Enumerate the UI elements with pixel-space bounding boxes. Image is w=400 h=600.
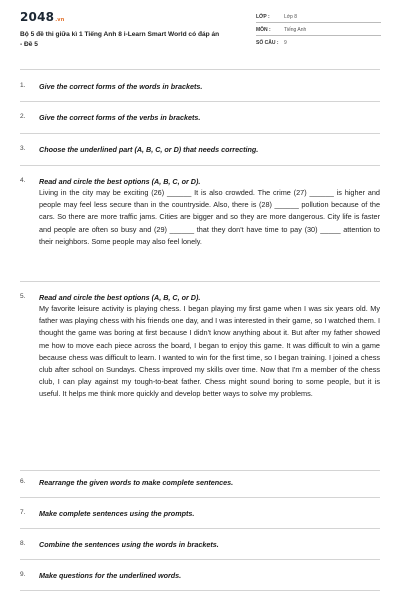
passage-text: My favorite leisure activity is playing chess. I began playing my first game when I was six years old. My father was playing chess with his friends one day, and I was interested in their game, so I watched them. I thought the game was boring at first because I didn't know anything about it. But after my father showed me how to move each piece across the board, I began to enjoy this game. It was difficult to win a game because chess was difficult to learn. I wanted to win for the first time, so I began training. I joined a chess club after school on Sundays. Chess improved my skills over time. Now that I'm a member of the chess club, I can play against my tough-to-beat father. Chess might sound boring to some people, but it is useful. It helps me think more quickly and develop better ways to solve my problems.: [39, 304, 380, 399]
meta-value: 9: [284, 40, 287, 46]
meta-row-count: [256, 40, 386, 53]
divider: [20, 281, 380, 282]
logo-suffix: .vn: [55, 17, 65, 23]
question-number: 8.: [20, 540, 26, 547]
divider: [20, 69, 380, 70]
question-number: 1.: [20, 82, 26, 89]
divider: [20, 470, 380, 471]
divider: [20, 101, 380, 102]
divider: [20, 559, 380, 560]
meta-key: MÔN :: [256, 27, 271, 33]
meta-key: LỚP :: [256, 14, 270, 20]
meta-row-subject: [256, 27, 386, 40]
passage-text: Living in the city may be exciting (26) ______ It is also crowded. The crime (27) ______ is higher and people may feel less secure than in the countryside. Also, there is (28) ______ pollution because of the cars. So there are more traffic jams. Cities are bigger and so they are more dangerous. City life is faster and people are often so busy and (29) ______ that they don't have time to pay (30) _____ attention to their neighbors. Some people may also feel lonely.: [39, 188, 380, 246]
question-number: 7.: [20, 509, 26, 516]
divider: [20, 165, 380, 166]
meta-value: Lớp 8: [284, 14, 298, 20]
divider: [20, 133, 380, 134]
document-title: Bộ 5 đề thi giữa kì 1 Tiếng Anh 8 i-Learn Smart World có đáp án - Đề 5: [20, 31, 220, 48]
divider: [20, 590, 380, 591]
question-number: 6.: [20, 478, 26, 485]
question-instruction: Give the correct forms of the verbs in brackets.: [39, 113, 201, 122]
divider: [20, 528, 380, 529]
logo-main: 2048: [20, 10, 55, 24]
page-header: [0, 0, 400, 66]
reading-passage: [39, 303, 380, 401]
meta-value: Tiếng Anh: [284, 27, 307, 33]
question-number: 4.: [20, 177, 26, 184]
question-number: 9.: [20, 571, 26, 578]
question-number: 2.: [20, 113, 26, 120]
question-instruction: Read and circle the best options (A, B, C, or D).: [39, 293, 201, 302]
meta-key: SỐ CÂU :: [256, 40, 279, 46]
question-instruction: Make complete sentences using the prompts.: [39, 509, 195, 518]
question-instruction: Make questions for the underlined words.: [39, 571, 182, 580]
question-instruction: Give the correct forms of the words in brackets.: [39, 82, 203, 91]
meta-underline: [256, 22, 381, 23]
divider: [20, 497, 380, 498]
meta-row-class: [256, 14, 386, 27]
question-number: 3.: [20, 145, 26, 152]
reading-passage: [39, 187, 380, 248]
question-instruction: Choose the underlined part (A, B, C, or D) that needs correcting.: [39, 145, 259, 154]
meta-underline: [256, 35, 381, 36]
question-number: 5.: [20, 293, 26, 300]
question-instruction: Rearrange the given words to make complete sentences.: [39, 478, 234, 487]
site-logo[interactable]: [20, 10, 65, 24]
question-instruction: Combine the sentences using the words in brackets.: [39, 540, 219, 549]
question-instruction: Read and circle the best options (A, B, C, or D).: [39, 177, 201, 186]
meta-info: [256, 14, 386, 53]
